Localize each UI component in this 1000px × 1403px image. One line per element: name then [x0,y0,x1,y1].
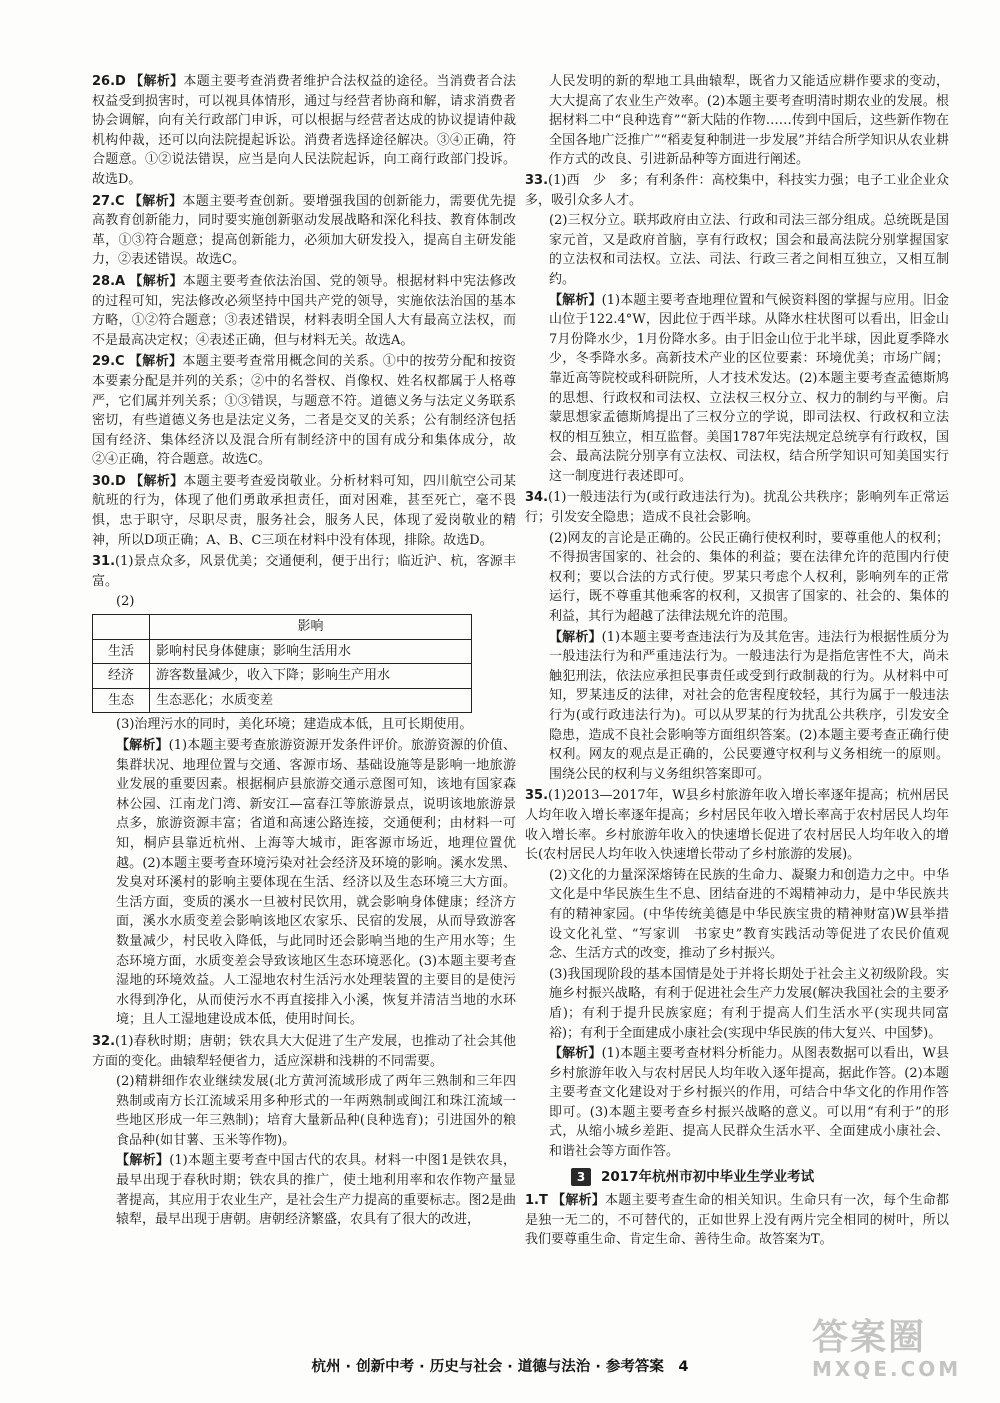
question-number: 28. [92,273,116,289]
analysis-text: 本题主要考查爱岗敬业。分析材料可知，四川航空公司某航班的行为，体现了他们勇敢承担责任，面对困难，甚至死亡，毫不畏惧，忠于职守，尽职尽责，服务社会，服务人民，体现了爱岗敬业的精神，所以D项正确；A、B、C三项在材料中没有体现，排除。故选D。 [92,473,516,548]
table-cell: 影响村民身体健康；影响生活用水 [150,639,472,664]
analysis-tag: 【解析】 [128,354,183,370]
table-corner-cell [93,615,150,640]
answer-part-3: (3)我国现阶段的基本国情是处于并将长期处于社会主义初级阶段。实施乡村振兴战略，有利于促进社会生产力发展(解决我国社会的主要矛盾)；有利于提升民族家庭；有利于提高人们生活水平(实现共同富裕)；有利于全面建成小康社会(实现中华民族的伟大复兴、中国梦)。 [549,966,949,1041]
analysis-tag: 【解析】 [551,1193,606,1209]
answer-item-s3-1 [525,1191,949,1250]
answer-choice: T [538,1193,548,1209]
site-watermark [812,1318,982,1394]
answer-item-31 [92,552,516,1030]
analysis-text: 本题主要考查消费者维护合法权益的途径。当消费者合法权益受到损害时，可以视具体情形，通过与经营者协商和解，请求消费者协会调解，向有关行政部门申诉，可以根据与经营者达成的协议提请仲裁机构仲裁，还可以向法院提起诉讼。消费者选择途径解决。③④正确，符合题意。①②说法错误，应当是向人民法院起诉，向工商行政部门投诉。故选D。 [92,74,516,187]
analysis-tag: 【解析】 [129,273,183,289]
analysis-text: (1)本题主要考查违法行为及其危害。违法行为根据性质分为一般违法行为和严重违法行为。一般违法行为是指危害性不大，尚未触犯刑法，依法应承担民事责任或受到行政制裁的行为。从材料中可知，罗某违反的法律，对社会的危害程度较轻，其行为属于一般违法行为(或行政违法行为)。可以从罗某的行为扰乱公共秩序，引发安全隐患，造成不良社会影响等方面组织答案。(2)本题主要考查正确行使权利。网友的观点是正确的，公民要遵守权利与义务相统一的原则。围绕公民的权利与义务组织答案即可。 [549,629,949,782]
section-number-badge: 3 [571,1168,591,1186]
table-cell: 游客数量减少，收入下降；影响生产用水 [150,664,472,689]
answer-item-30 [92,472,516,550]
answer-item-28 [92,272,516,350]
analysis-text: 本题主要考查常用概念间的关系。①中的按劳分配和按资本要素分配是并列的关系；②中的名誉权、肖像权、姓名权都属于人格尊严，它们属并列关系；①③错误，与题意不符。道德义务与法定义务联系密切，有些道德义务也是法定义务，二者是交叉的关系；公有制经济包括国有经济、集体经济以及混合所有制经济中的国有成分和集体成分，故②④正确，符合题意。故选C。 [92,354,516,468]
question-number: 33. [525,172,549,188]
answer-part-2-label: (2) [116,594,135,610]
answer-part-3: (3)治理污水的同时，美化环境；建造成本低，且可长期使用。 [116,717,473,733]
answer-item-26 [92,72,516,190]
table-row [93,688,472,713]
analysis-tag: 【解析】 [116,1153,170,1169]
answer-part-1: (1)景点众多，风景优美；交通便利，便于出行；临近沪、杭，客源丰富。 [92,554,516,589]
table-row [93,639,472,664]
analysis-continuation: 人民发明的新的犁地工具曲辕犁，既省力又能适应耕作要求的变动，大大提高了农业生产效率。(2)本题主要考查明清时期农业的发展。根据材料二中“良种选育”“新大陆的作物……传到中国后，这些新作物在全国各地广泛推广”“稻麦复种制进一步发展”并结合所学知识从农业耕作方式的改良、引进新品种等方面进行阐述。 [549,74,949,168]
table-cell: 生态恶化；水质变差 [150,688,472,713]
left-column [92,72,516,1232]
analysis-text: (1)本题主要考查中国古代的农具。材料一中图1是铁农具，最早出现于春秋时期；铁农具的推广，使土地利用率和农作物产量显著提高，其应用于农业生产，是社会生产力提高的重要标志。图2是曲辕犁，最早出现于唐朝。唐朝经济繁盛，农具有了很大的改进， [116,1153,516,1228]
answer-choice: A [115,273,126,289]
analysis-tag: 【解析】 [128,193,183,209]
question-number: 26. [92,74,116,89]
section-heading [525,1168,949,1188]
answer-item-33 [525,171,949,487]
analysis-text: (1)本题主要考查旅游资源开发条件评价。旅游资源的价值、集群状况、地理位置与交通、客源市场、基础设施等是影响一地旅游业发展的重要因素。根据桐庐县旅游交通示意图可知，该地有国家森林公园、江南龙门湾、新安江—富春江等旅游景点，说明该地旅游景点多，旅游资源丰富；省道和高速公路连接，交通便利；由材料一可知，桐庐县靠近杭州、上海等大城市，距客源市场近，地理位置优越。(2)本题主要考查环境污染对社会经济及环境的影响。溪水发黑、发臭对环溪村的影响主要体现在生活、经济以及生态环境三大方面。生活方面，变质的溪水一旦被村民饮用，就会影响身体健康；经济方面，溪水水质变差会影响该地区农家乐、民宿的发展，从而导致游客数量减少，村民收入降低，与此同时还会影响当地的生产用水等；生态环境方面，水质变差会导致该地区生态环境恶化。(3)本题主要考查湿地的环境效益。人工湿地农村生活污水处理装置的主要目的是使污水得到净化，从而使污水不再直接排入小溪，恢复并清洁当地的水环境；且人工湿地建设成本低，使用时间长。 [116,738,516,1028]
analysis-block [92,1151,516,1229]
analysis-text: (1)本题主要考查地理位置和气候资料图的掌握与应用。旧金山位于122.4°W，因此位于西半球。从降水柱状图可以看出，旧金山7月份降水少，1月份降水多。由于旧金山位于北半球，因此夏季降水少，冬季降水多。高新技术产业的区位要素：环境优美；市场广阔；靠近高等院校或科研院所，人才技术发达。(2)本题主要考查孟德斯鸠的思想、行政权和司法权、立法权三权分立、权力的制约与平衡。启蒙思想家孟德斯鸠提出了三权分立的学说，即司法权、行政权和立法权的相互独立，相互监督。美国1787年宪法规定总统享有行政权，国会、最高法院分别享有立法权、司法权，结合所学知识可知美国实行这一制度进行表述即可。 [549,292,949,484]
analysis-tag: 【解析】 [116,738,169,753]
question-number: 27. [92,193,116,209]
answer-item-34 [525,488,949,784]
answer-item-32 [92,1032,516,1230]
answer-part-2: (2)精耕细作农业继续发展(北方黄河流域形成了两年三熟制和三年四熟制或南方长江流域采用多种形式的一年两熟制或闽江和珠江流域一些地区形成一年三熟制)；培育大量新品种(良种选育)；引进国外的粮食品种(如甘薯、玉米等作物)。 [116,1074,516,1148]
answer-choice: C [115,354,125,370]
table-row-label: 生态 [93,688,150,713]
analysis-block [92,736,516,1030]
analysis-tag: 【解析】 [549,1046,602,1062]
page-footer: 杭州 · 创新中考 · 历史与社会 · 道德与法治 · 参考答案 4 [311,1359,689,1375]
analysis-tag: 【解析】 [129,473,184,489]
answer-part-2: (2)网友的言论是正确的。公民正确行使权利时，要尊重他人的权利；不得损害国家的、社会的、集体的利益；要在法律允许的范围内行使权利；要以合法的方式行使。罗某只考虑个人权利，影响列车的正常运行，既不尊重其他乘客的权利，又损害了国家的、社会的、集体的利益，其行为超越了法律法规允许的范围。 [549,530,949,625]
answer-part-1: (1)西 少 多；有利条件：高校集中，科技实力强；电子工业企业众多，吸引众多人才。 [525,172,949,208]
answer-choice: D [115,473,126,489]
analysis-tag: 【解析】 [549,292,602,308]
question-number: 30. [92,473,116,489]
answer-part-2: (2)三权分立。联邦政府由立法、行政和司法三部分组成。总统既是国家元首，又是政府首脑，享有行政权；国会和最高法院分别掌握国家的立法权和司法权。立法、司法、行政三者之间相互独立，又相互制约。 [549,213,949,287]
analysis-text: 本题主要考查生命的相关知识。生命只有一次，每个生命都是独一无二的，不可替代的，正如世界上没有两片完全相同的树叶，所以我们要尊重生命、肯定生命、善待生命。故答案为T。 [525,1193,949,1248]
question-number: 32. [92,1033,116,1049]
answer-part-2: (2)文化的力量深深熔铸在民族的生命力、凝聚力和创造力之中。中华文化是中华民族生生不息、团结奋进的不竭精神动力，是中华民族共有的精神家园。(中华传统美德是中华民族宝贵的精神财富)W县举措设文化礼堂、“写家训 书家史”教育实践活动等促进了农民价值观念、生活方式的改变，推动了乡村振兴。 [549,867,949,962]
answer-item-29 [92,352,516,470]
section-title: 2017年杭州市初中毕业生学业考试 [601,1168,815,1185]
watermark-domain: MXQE.COM [812,1357,962,1381]
answer-choice: D [115,74,126,89]
analysis-block [525,291,949,487]
question-number: 35. [525,788,549,804]
analysis-tag: 【解析】 [129,74,184,89]
analysis-text: (1)本题主要考查材料分析能力。从图表数据可以看出，W县乡村旅游年收入与农村居民人均年收入逐年提高，据此作答。(2)本题主要考查文化建设对于乡村振兴的作用，可结合中华文化的作用作答即可。(3)本题主要考查乡村振兴战略的意义。可以用“有利于”的形式，从缩小城乡差距、提高人民群众生活水平、全面建成小康社会、和谐社会等方面作答。 [549,1046,949,1160]
answer-item-35 [525,786,949,1161]
analysis-text: 本题主要考查依法治国、党的领导。根据材料中宪法修改的过程可知，宪法修改必须坚持中国共产党的领导，实施依法治国的基本方略，①②符合题意；③表述错误，材料表明全国人大有最高立法权，而不是最高决定权；④表述正确，但与材料无关。故选A。 [92,273,516,348]
analysis-block [525,628,949,785]
answer-choice: C [115,193,125,209]
right-column [525,72,949,1252]
table-row-label: 经济 [93,664,150,689]
analysis-block [525,1044,949,1162]
impact-table [92,614,472,713]
table-row-label: 生活 [93,639,150,664]
table-row [93,664,472,689]
answer-part-1: (1)春秋时期；唐朝；铁农具大大促进了生产发展，也推动了社会其他方面的变化。曲辕犁轻便省力，适应深耕和浅耕的不同需要。 [92,1033,516,1069]
analysis-text: 本题主要考查创新。要增强我国的创新能力，需要优先提高教育创新能力，同时要实施创新驱动发展战略和深化科技、教育体制改革，①③符合题意；提高创新能力，必须加大研发投入，提高自主研发能力，②表述错误。故选C。 [92,193,516,268]
question-number: 1. [525,1193,539,1209]
table-header-row [93,615,472,640]
question-number: 29. [92,354,116,370]
answer-item-27 [92,192,516,270]
analysis-tag: 【解析】 [549,629,602,645]
watermark-logo-text: 答案圈 [812,1317,927,1358]
answer-part-1: (1)一般违法行为(或行政违法行为)。扰乱公共秩序；影响列车正常运行；引发安全隐患；造成不良社会影响。 [525,490,949,526]
table-header-cell: 影响 [150,615,472,640]
answer-part-1: (1)2013—2017年，W县乡村旅游年收入增长率逐年提高；杭州居民人均年收入增长率逐年提高；乡村居民年收入增长率高于农村居民人均年收入增长率。乡村旅游年收入的快速增长促进了农村居民人均年收入的增长(农村居民人均年收入快速增长带动了乡村旅游的发展)。 [525,788,949,863]
question-number: 34. [525,490,549,506]
question-number: 31. [92,554,116,570]
